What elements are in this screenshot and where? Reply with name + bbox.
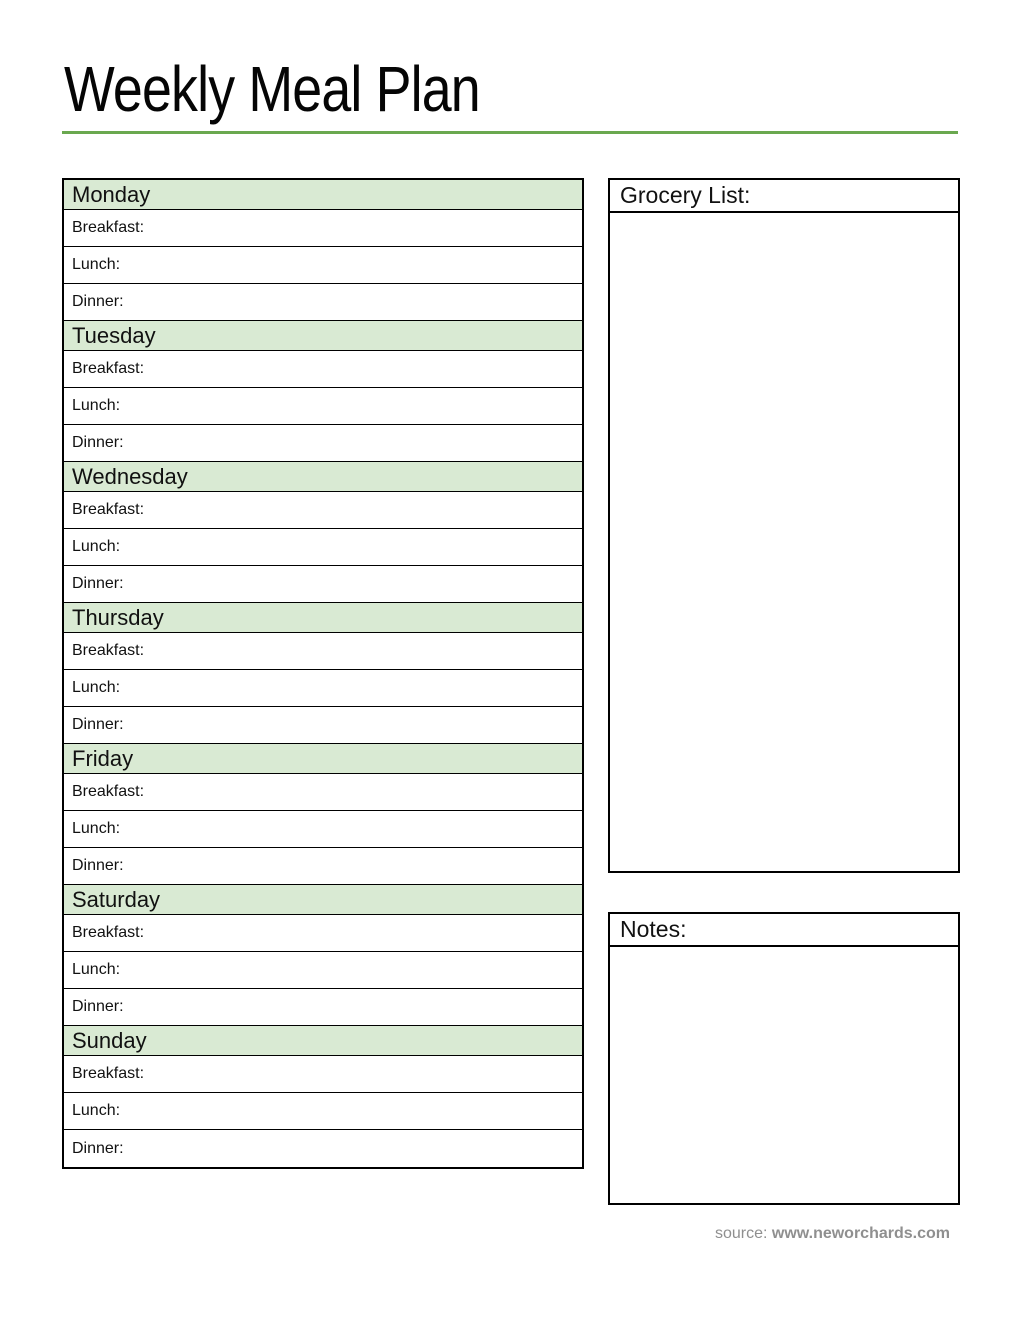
grocery-list-heading: Grocery List: (610, 180, 958, 213)
meal-row (64, 388, 582, 425)
source-site: www.neworchards.com (771, 1225, 950, 1242)
meal-label: Breakfast: (72, 219, 145, 236)
meal-label: Breakfast: (72, 924, 145, 941)
meal-row (64, 952, 582, 989)
meal-label: Dinner: (72, 293, 124, 310)
meal-row (64, 210, 582, 247)
meal-label: Lunch: (72, 1102, 121, 1119)
day-name-label: Monday (72, 181, 151, 207)
meal-row (64, 1056, 582, 1093)
day-header (64, 462, 582, 492)
day-name-label: Saturday (72, 886, 161, 912)
meal-label: Dinner: (72, 998, 124, 1015)
notes-blank-area (610, 947, 958, 1201)
day-block (64, 603, 582, 744)
day-block (64, 180, 582, 321)
meal-label: Dinner: (72, 716, 124, 733)
notes-heading: Notes: (610, 914, 958, 947)
meal-row (64, 284, 582, 321)
day-name-label: Wednesday (72, 463, 188, 489)
meal-label: Breakfast: (72, 360, 145, 377)
day-header (64, 180, 582, 210)
meal-label: Dinner: (72, 857, 124, 874)
day-name-label: Sunday (72, 1027, 147, 1053)
meal-row (64, 707, 582, 744)
notes-box (608, 912, 960, 1205)
title-underline (62, 131, 958, 134)
page-title: Weekly Meal Plan (64, 53, 480, 125)
meal-label: Lunch: (72, 256, 121, 273)
grocery-list-box (608, 178, 960, 873)
day-header (64, 744, 582, 774)
meal-label: Dinner: (72, 434, 124, 451)
meal-row (64, 351, 582, 388)
meal-row (64, 1130, 582, 1167)
day-header (64, 603, 582, 633)
meal-row (64, 492, 582, 529)
meal-row (64, 425, 582, 462)
meal-label: Lunch: (72, 538, 121, 555)
day-block (64, 744, 582, 885)
meal-row (64, 247, 582, 284)
day-name-label: Friday (72, 745, 134, 771)
meal-label: Breakfast: (72, 1065, 145, 1082)
day-block (64, 462, 582, 603)
source-attribution (715, 1225, 950, 1243)
meal-row (64, 529, 582, 566)
meal-row (64, 811, 582, 848)
meal-row (64, 566, 582, 603)
meal-row (64, 989, 582, 1026)
meal-row (64, 915, 582, 952)
day-header (64, 885, 582, 915)
meal-label: Dinner: (72, 575, 124, 592)
meal-row (64, 670, 582, 707)
day-name-label: Tuesday (72, 322, 156, 348)
meal-label: Lunch: (72, 397, 121, 414)
day-header (64, 1026, 582, 1056)
day-header (64, 321, 582, 351)
meal-plan-table (62, 178, 584, 1169)
day-block (64, 885, 582, 1026)
grocery-list-blank-area (610, 213, 958, 869)
meal-label: Breakfast: (72, 642, 145, 659)
meal-label: Dinner: (72, 1139, 124, 1157)
meal-label: Lunch: (72, 961, 121, 978)
meal-label: Lunch: (72, 820, 121, 837)
source-label: source: (714, 1225, 768, 1242)
day-name-label: Thursday (72, 604, 164, 630)
meal-row (64, 774, 582, 811)
day-block (64, 321, 582, 462)
meal-label: Lunch: (72, 679, 121, 696)
meal-row (64, 1093, 582, 1130)
meal-label: Breakfast: (72, 501, 145, 518)
meal-row (64, 848, 582, 885)
meal-row (64, 633, 582, 670)
meal-label: Breakfast: (72, 783, 145, 800)
day-block (64, 1026, 582, 1167)
